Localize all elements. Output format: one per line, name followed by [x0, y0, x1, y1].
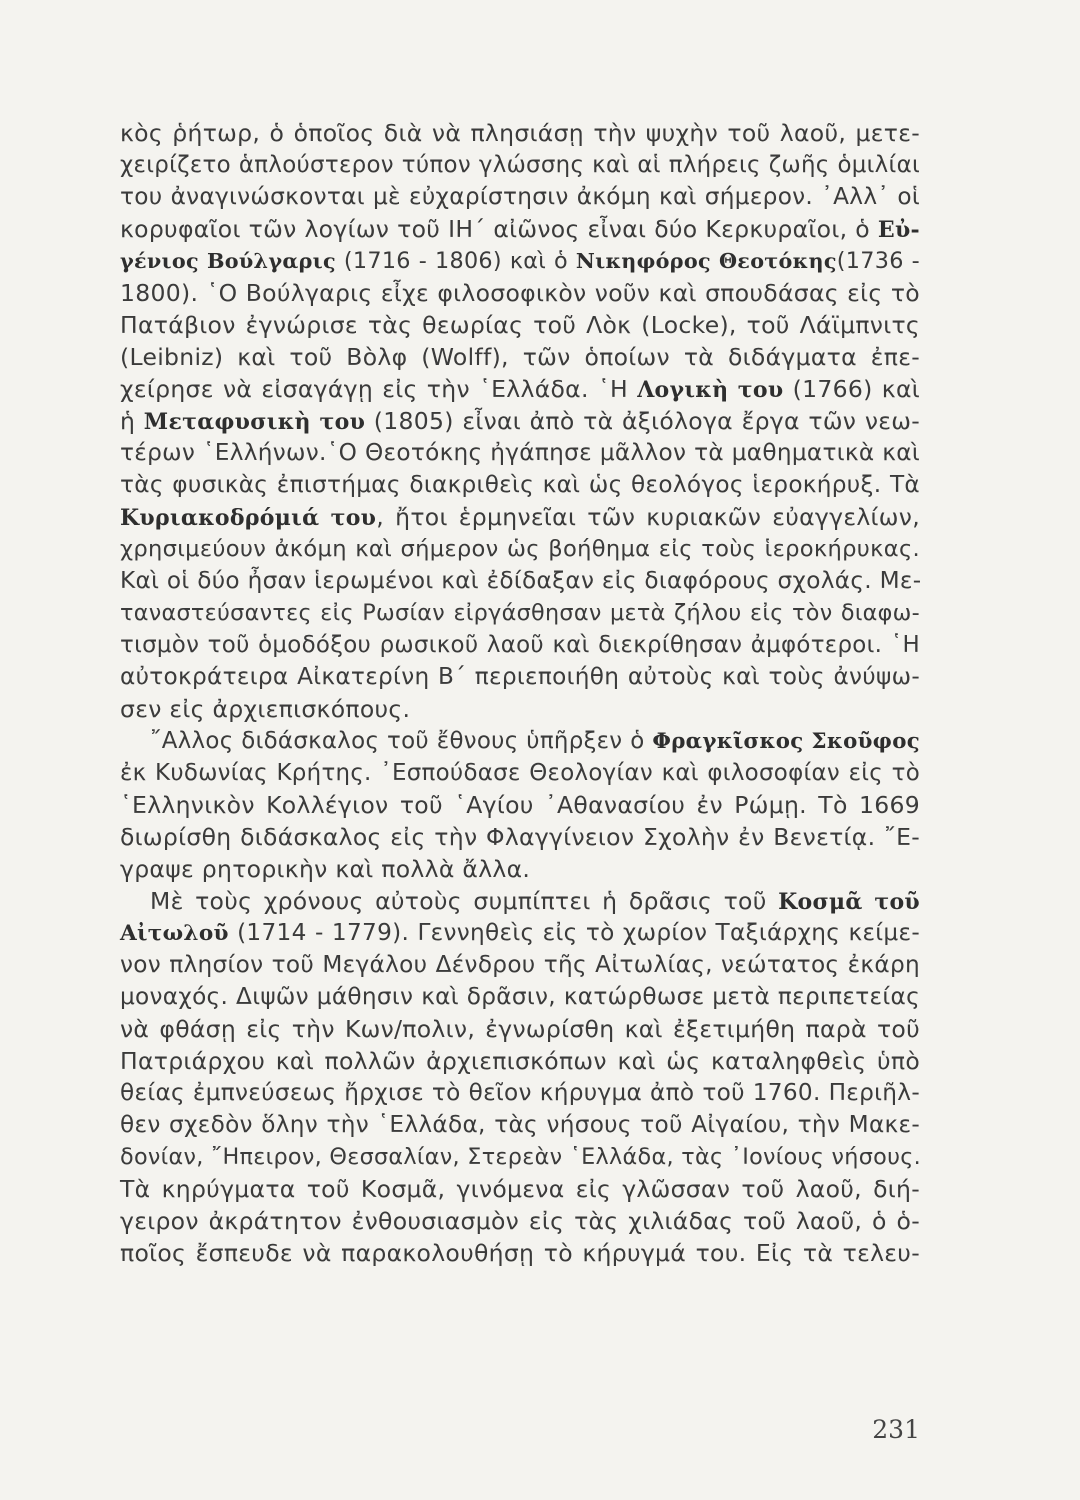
- text-line: [120, 310, 920, 340]
- text-line: [120, 662, 920, 692]
- text-run: Καὶ οἱ δύο ἦσαν ἱερωμένοι καὶ ἐδίδαξαν εἰς διαφόρους σχολάς. Με-: [120, 567, 922, 594]
- bold-name: Αἰτωλοῦ: [120, 921, 229, 946]
- text-line: [120, 438, 920, 468]
- text-line: [120, 246, 920, 276]
- text-line: [120, 598, 920, 628]
- text-run: χειρίζετο ἁπλούστερον τύπον γλώσσης καὶ αἱ πλήρεις ζωῆς ὁμιλίαι: [120, 152, 920, 178]
- text-run: Μὲ τοὺς χρόνους αὐτοὺς συμπίπτει ἡ δρᾶσις τοῦ: [150, 887, 779, 915]
- text-run: (1805) εἶναι ἀπὸ τὰ ἀξιόλογα ἔργα τῶν νεω-: [365, 407, 921, 435]
- text-line: [120, 1206, 920, 1236]
- text-line: [120, 150, 920, 180]
- text-run: του ἀναγινώσκονται μὲ εὐχαρίστησιν ἀκόμη καὶ σήμερον. ᾿Αλλ᾿ οἱ: [120, 183, 920, 210]
- text-line: [120, 278, 920, 308]
- text-run: Πατάβιον ἐγνώρισε τὰς θεωρίας τοῦ Λὸκ (Locke), τοῦ Λάϊμπνιτς: [120, 311, 920, 339]
- text-run: θείας ἐμπνεύσεως ἤρχισε τὸ θεῖον κήρυγμα ἀπὸ τοῦ 1760. Περιῆλ-: [120, 1079, 920, 1106]
- text-run: αὐτοκράτειρα Αἰκατερίνη Β΄ περιεποιήθη αὐτοὺς καὶ τοὺς ἀνύψω-: [120, 663, 920, 690]
- text-run: κορυφαῖοι τῶν λογίων τοῦ ΙΗ΄ αἰῶνος εἶναι δύο Κερκυραῖοι, ὁ: [120, 215, 878, 243]
- bold-name: γένιος Βούλγαρις: [120, 249, 336, 273]
- bold-name: Φραγκῖσκος Σκοῦφος: [652, 729, 920, 754]
- text-line: [120, 118, 920, 148]
- text-line: [120, 1238, 920, 1268]
- text-line: [120, 1142, 920, 1172]
- paragraph-first-line: [150, 886, 920, 917]
- text-run: θεν σχεδὸν ὅλην τὴν ῾Ελλάδα, τὰς νήσους τοῦ Αἰγαίου, τὴν Μακε-: [120, 1111, 920, 1138]
- text-run: τέρων ῾Ελλήνων.῾Ο Θεοτόκης ἠγάπησε μᾶλλον τὰ μαθηματικὰ καὶ: [120, 439, 920, 466]
- text-run: ἐκ Κυδωνίας Κρήτης. ᾿Εσπούδασε Θεολογίαν καὶ φιλοσοφίαν εἰς τὸ: [120, 760, 920, 786]
- text-run: μοναχός. Διψῶν μάθησιν καὶ δρᾶσιν, κατώρθωσε μετὰ περιπετείας: [120, 983, 920, 1010]
- bold-title: Κυριακοδρόμιά του: [120, 505, 377, 531]
- text-line: [120, 854, 920, 884]
- bold-name: Νικηφόρος Θεοτόκης: [575, 249, 837, 273]
- text-run: (1716 - 1806) καὶ ὁ: [335, 248, 576, 274]
- bold-name: Κοσμᾶ τοῦ: [778, 889, 921, 915]
- text-line: [120, 214, 920, 245]
- text-line: [120, 470, 920, 500]
- text-line: [120, 534, 920, 564]
- text-run: τὰς φυσικὰς ἐπιστήμας διακριθεὶς καὶ ὡς θεολόγος ἱεροκήρυξ. Τὰ: [120, 471, 920, 498]
- text-run: χρησιμεύουν ἀκόμη καὶ σήμερον ὡς βοήθημα εἰς τοὺς ἱεροκήρυκας.: [120, 536, 920, 562]
- text-line: [120, 1078, 920, 1108]
- text-line: [120, 566, 920, 596]
- text-run: ποῖος ἔσπευδε νὰ παρακολουθήσῃ τὸ κήρυγμά του. Εἰς τὰ τελευ-: [120, 1239, 920, 1267]
- text-run: νὰ φθάσῃ εἰς τὴν Κων/πολιν, ἐγνωρίσθη καὶ ἐξετιμήθη παρὰ τοῦ: [120, 1015, 920, 1043]
- bold-title: Λογικὴ του: [637, 377, 784, 403]
- text-run: σεν εἰς ἀρχιεπισκόπους.: [120, 695, 411, 723]
- text-run: ῎Αλλος διδάσκαλος τοῦ ἔθνους ὑπῆρξεν ὁ: [150, 728, 653, 754]
- text-run: (1766) καὶ: [783, 375, 921, 403]
- text-run: γραψε ρητορικὴν καὶ πολλὰ ἄλλα.: [120, 855, 531, 883]
- text-run: κὸς ῥήτωρ, ὁ ὁποῖος διὰ νὰ πλησιάσῃ τὴν ψυχὴν τοῦ λαοῦ, μετε-: [120, 119, 920, 147]
- text-line: [120, 758, 920, 788]
- text-run: 1800). ῾Ο Βούλγαρις εἶχε φιλοσοφικὸν νοῦν καὶ σπουδάσας εἰς τὸ: [120, 279, 920, 307]
- text-run: χείρησε νὰ εἰσαγάγῃ εἰς τὴν ῾Ελλάδα. ῾Η: [120, 375, 638, 403]
- text-line: [120, 630, 920, 660]
- paragraph-first-line: [150, 726, 920, 757]
- text-line: [120, 502, 920, 533]
- text-line: [120, 982, 920, 1012]
- text-run: δονίαν, ῎Ηπειρον, Θεσσαλίαν, Στερεὰν ῾Ελλάδα, τὰς ᾿Ιονίους νήσους.: [120, 1144, 922, 1170]
- text-line: [120, 1174, 920, 1204]
- text-line: [120, 694, 920, 724]
- bold-title: Μεταφυσικὴ του: [143, 409, 366, 435]
- text-line: [120, 1110, 920, 1140]
- page-number: 231: [872, 1415, 920, 1444]
- bold-name: Εὐ-: [877, 217, 920, 243]
- text-run: τισμὸν τοῦ ὁμοδόξου ρωσικοῦ λαοῦ καὶ διεκρίθησαν ἀμφότεροι. ῾Η: [120, 632, 920, 658]
- text-run: ἡ: [120, 407, 144, 435]
- text-run: ταναστεύσαντες εἰς Ρωσίαν εἰργάσθησαν μετὰ ζήλου εἰς τὸν διαφω-: [120, 600, 920, 626]
- text-line: [120, 822, 920, 852]
- text-line: [120, 182, 920, 212]
- text-line: [120, 918, 920, 949]
- text-run: διωρίσθη διδάσκαλος εἰς τὴν Φλαγγίνειον Σχολὴν ἐν Βενετίᾳ. ῎Ε-: [120, 823, 920, 851]
- text-run: Τὰ κηρύγματα τοῦ Κοσμᾶ, γινόμενα εἰς γλῶσσαν τοῦ λαοῦ, διή-: [120, 1175, 920, 1203]
- text-line: [120, 406, 920, 437]
- text-line: [120, 950, 920, 980]
- text-line: [120, 790, 920, 820]
- text-line: [120, 1046, 920, 1076]
- text-run: (1736 -: [836, 248, 920, 274]
- text-run: (Leibniz) καὶ τοῦ Βὸλφ (Wolff), τῶν ὁποίων τὰ διδάγματα ἐπε-: [120, 343, 920, 371]
- text-line: [120, 342, 920, 372]
- text-run: γειρον ἀκράτητον ἐνθουσιασμὸν εἰς τὰς χιλιάδας τοῦ λαοῦ, ὁ ὁ-: [120, 1207, 920, 1235]
- text-run: , ἤτοι ἑρμηνεῖαι τῶν κυριακῶν εὐαγγελίων,: [376, 503, 920, 531]
- text-line: [120, 1014, 920, 1044]
- text-run: ῾Ελληνικὸν Κολλέγιον τοῦ ῾Αγίου ᾿Αθανασίου ἐν Ρώμῃ. Τὸ 1669: [120, 791, 920, 819]
- text-line: [120, 374, 920, 405]
- text-run: (1714 - 1779). Γεννηθεὶς εἰς τὸ χωρίον Ταξιάρχης κείμε-: [228, 919, 920, 946]
- text-run: νον πλησίον τοῦ Μεγάλου Δένδρου τῆς Αἰτωλίας, νεώτατος ἐκάρη: [120, 951, 920, 978]
- text-run: Πατριάρχου καὶ πολλῶν ἀρχιεπισκόπων καὶ ὡς καταληφθεὶς ὑπὸ: [120, 1047, 920, 1075]
